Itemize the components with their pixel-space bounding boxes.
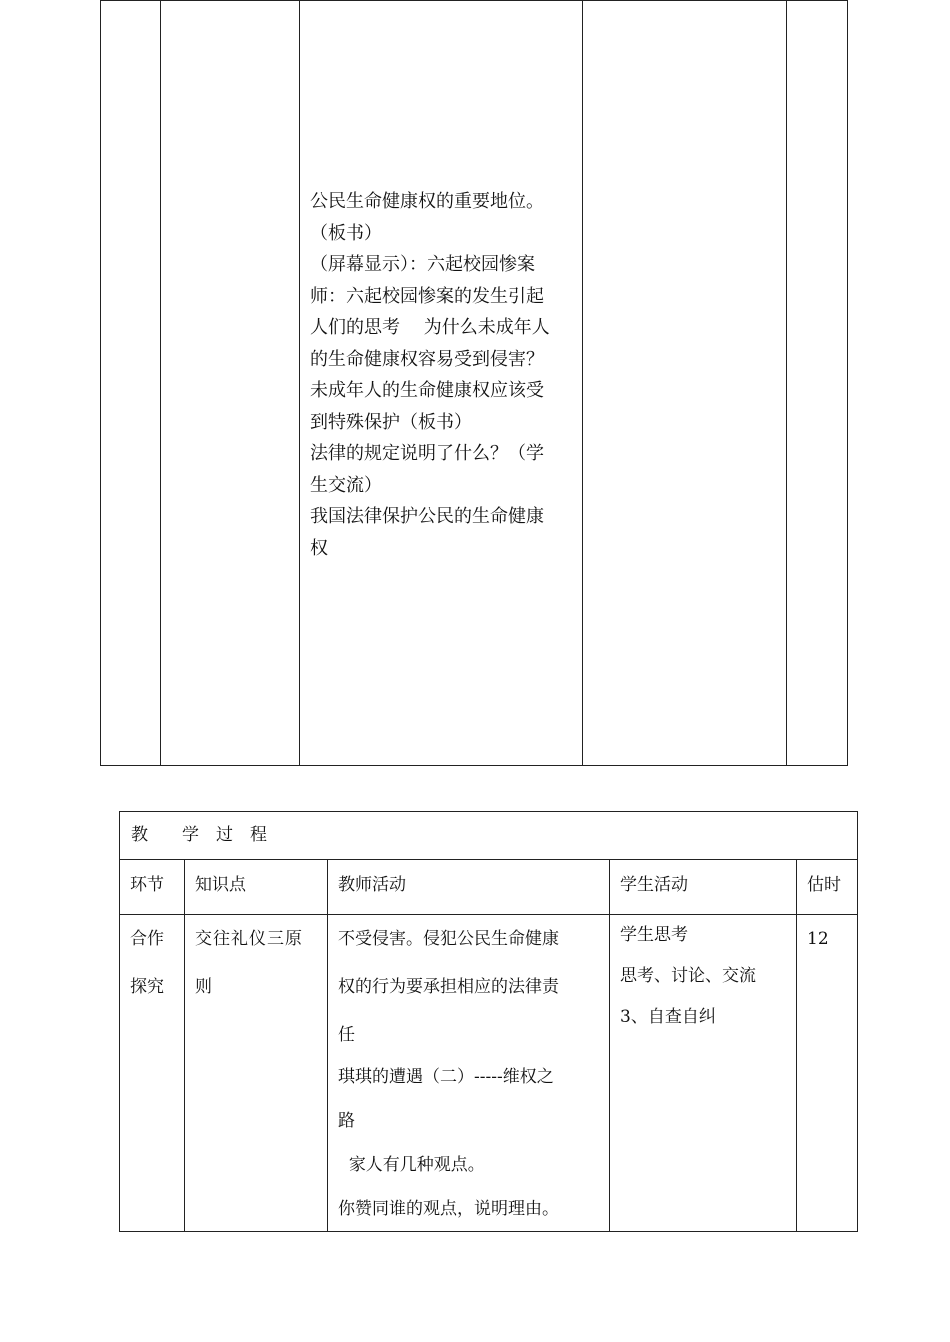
- row-section-cell: [120, 915, 185, 1232]
- row-section: 合作 探究: [130, 929, 164, 997]
- row-time: 12: [807, 929, 829, 949]
- row-time-cell: [797, 915, 858, 1232]
- header-time-label: 估时: [807, 875, 841, 895]
- header-student-label: 学生活动: [620, 875, 688, 895]
- row-knowledge-cell: [185, 915, 328, 1232]
- row-teacher-cell: [328, 915, 610, 1232]
- header-student: [610, 860, 797, 915]
- knowledge-cell: [161, 1, 300, 766]
- header-knowledge-label: 知识点: [195, 875, 246, 895]
- teacher-activity-cell: [300, 1, 583, 766]
- row-teacher: 不受侵害。侵犯公民生命健康 权的行为要承担相应的法律责 任: [338, 929, 559, 1045]
- header-knowledge: [185, 860, 328, 915]
- student-activity-cell: [583, 1, 787, 766]
- lesson-table-continued: [100, 0, 848, 766]
- header-teacher-label: 教师活动: [338, 875, 406, 895]
- header-section: [120, 860, 185, 915]
- header-section-label: 环节: [130, 875, 164, 895]
- header-time: [797, 860, 858, 915]
- row-student: 学生思考 思考、讨论、交流 3、自查自纠: [620, 925, 756, 1027]
- table-title-cell: [120, 812, 858, 860]
- time-cell: [787, 1, 848, 766]
- row-knowledge: 交往礼仪三原 则: [195, 929, 303, 997]
- header-teacher: [328, 860, 610, 915]
- row-student-cell: [610, 915, 797, 1232]
- teaching-process-table: [119, 811, 858, 1232]
- row-teacher-extra: 琪琪的遭遇（二）-----维权之 路 家人有几种观点。 你赞同谁的观点，说明理由。: [338, 1067, 559, 1219]
- section-cell: [101, 1, 161, 766]
- teacher-activity-text: 公民生命健康权的重要地位。 （板书） （屏幕显示）：六起校园惨案 师：六起校园惨案的发生引起 人们的思考 为什么未成年人 的生命健康权容易受到侵害？ 未成年人的生命健康权应该受 到特殊保护（板书） 法律的规定说明了什么？（学 生交流） 我国法律保护公民的生命健康 权: [310, 191, 550, 559]
- table-title: 教 学 过 程: [131, 825, 267, 845]
